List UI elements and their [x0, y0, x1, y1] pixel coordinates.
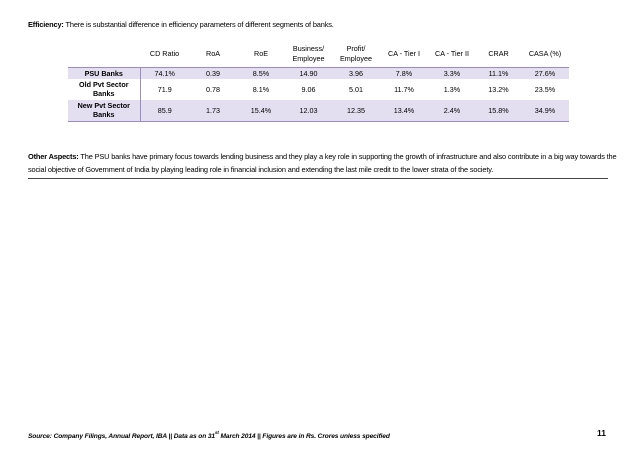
other-aspects-text: The PSU banks have primary focus towards lending business and they play a key role in supporting the growth of infrastructure and also contribute in a big way towards the social objective of Government of India by playing leading role in financial inclusion and extending the last mile credit to the lower strata of the society. [28, 152, 617, 174]
table-cell: 11.1% [488, 68, 509, 78]
column-header: RoA [189, 40, 237, 68]
row-label: Old Pvt Sector Banks [68, 79, 140, 100]
table-row [68, 100, 569, 122]
table-cell: 23.5% [534, 84, 556, 94]
table-corner-cell [68, 40, 140, 68]
column-header: CASA (%) [521, 40, 569, 68]
section-divider [28, 178, 608, 179]
table-cell: 5.01 [349, 84, 363, 94]
table-cell: 13.4% [393, 105, 415, 115]
table-cell: 74.1% [154, 68, 175, 78]
table-cell: 71.9 [157, 84, 172, 94]
table-row [68, 79, 569, 100]
table-cell: 12.35 [347, 105, 365, 115]
efficiency-paragraph [28, 18, 618, 31]
table-cell: 8.5% [252, 68, 270, 78]
table-cell: 11.7% [394, 84, 414, 94]
table-cell: 0.78 [206, 84, 220, 94]
table-cell: 85.9 [157, 105, 172, 115]
other-aspects-paragraph [28, 150, 618, 176]
table-cell: 14.90 [299, 68, 318, 78]
table-cell: 15.8% [488, 105, 509, 115]
column-header: RoE [237, 40, 285, 68]
table-cell: 12.03 [299, 105, 318, 115]
efficiency-heading: Efficiency: [28, 20, 64, 29]
table-cell: 13.2% [488, 84, 509, 94]
page-number: 11 [597, 428, 606, 438]
column-header: Profit/ Employee [332, 40, 380, 68]
table-cell: 15.4% [250, 105, 272, 115]
column-header: CD Ratio [140, 40, 189, 68]
table-header-row [68, 40, 569, 68]
table-cell: 27.6% [534, 68, 556, 78]
table-cell: 34.9% [534, 105, 556, 115]
table-cell: 9.06 [301, 84, 316, 94]
efficiency-table [68, 40, 569, 122]
column-header: CA - Tier II [428, 40, 476, 68]
table-cell: 3.96 [349, 68, 363, 78]
table-cell: 8.1% [252, 84, 270, 94]
column-header: Business/ Employee [285, 40, 332, 68]
column-header: CA - Tier I [380, 40, 428, 68]
footnote-text-start: Source: Company Filings, Annual Report, IBA || Data as on 31 [28, 433, 215, 440]
source-footnote [28, 430, 390, 440]
table-cell: 1.3% [443, 84, 461, 94]
efficiency-text: There is substantial difference in efficiency parameters of different segments of banks. [63, 20, 334, 29]
table-row [68, 68, 569, 79]
table-cell: 3.3% [443, 68, 461, 78]
table-cell: 2.4% [443, 105, 461, 115]
row-label: New Pvt Sector Banks [68, 100, 140, 122]
table-cell: 0.39 [206, 68, 220, 78]
table-cell: 7.8% [395, 68, 413, 78]
table-cell: 1.73 [206, 105, 220, 115]
other-aspects-heading: Other Aspects: [28, 152, 79, 161]
row-label: PSU Banks [68, 68, 140, 79]
column-header: CRAR [476, 40, 521, 68]
footnote-superscript: st [214, 430, 219, 435]
footnote-text-end: March 2014 || Figures are in Rs. Crores unless specified [218, 433, 390, 440]
